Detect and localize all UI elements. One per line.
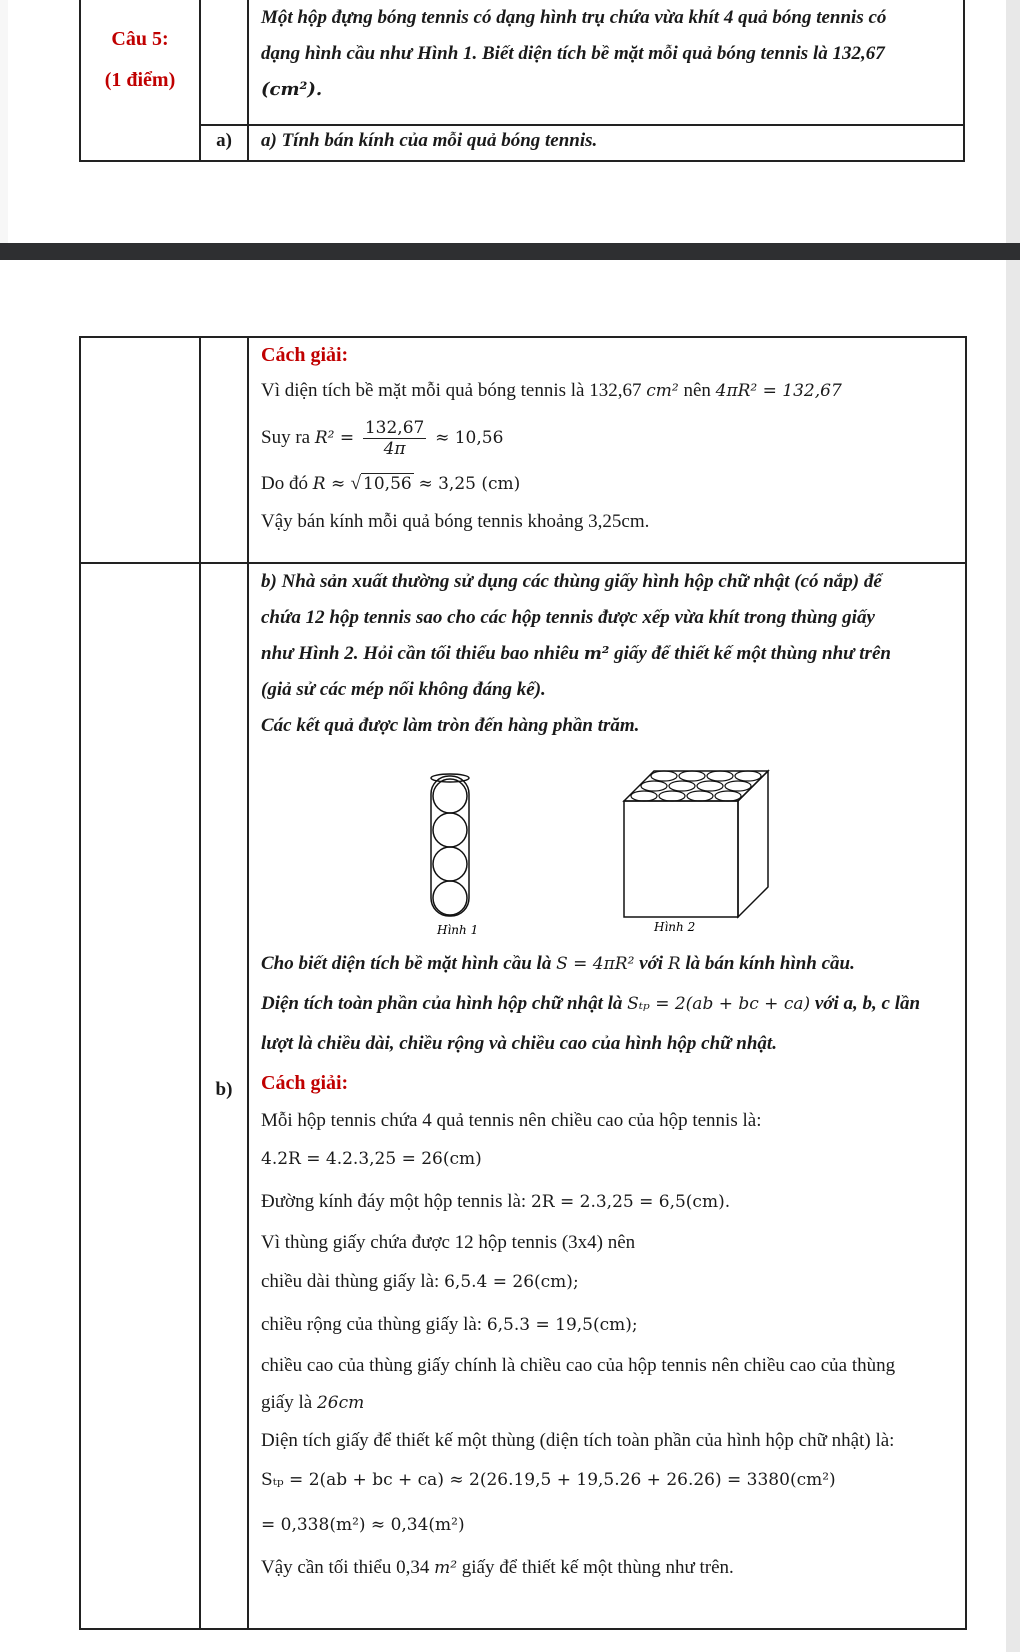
question-table: [79, 0, 965, 162]
hint-line3: lượt là chiều dài, chiều rộng và chiều cao của hình hộp chữ nhật.: [261, 1033, 777, 1054]
figures: [249, 744, 965, 944]
solution-table: [79, 336, 967, 1630]
question-number: Câu 5:: [111, 28, 169, 50]
hint-line1: Cho biết diện tích bề mặt hình cầu là S = 4πR² với R là bán kính hình cầu.: [261, 953, 855, 974]
solution-a-line4: Vậy bán kính mỗi quả bóng tennis khoảng 3,25cm.: [261, 511, 650, 532]
part-a-cell: [248, 125, 964, 161]
question-label-cell: [80, 0, 200, 161]
part-b-label: b): [200, 563, 248, 1629]
figure2-caption: Hình 2: [654, 920, 696, 934]
solution-b-line7: chiều cao của thùng giấy chính là chiều cao của hộp tennis nên chiều cao của thùng: [261, 1355, 896, 1376]
empty-cell: [200, 0, 248, 125]
figure1-caption: Hình 1: [437, 923, 479, 937]
part-a-text: a) Tính bán kính của mỗi quả bóng tennis.: [261, 130, 598, 151]
part-b-line4: (giả sử các mép nối không đáng kể).: [261, 679, 546, 700]
solution-b-line1: Mỗi hộp tennis chứa 4 quả tennis nên chiều cao của hộp tennis là:: [261, 1110, 762, 1131]
solution-b-line10: Sₜₚ = 2(ab + bc + ca) ≈ 2(26.19,5 + 19,5.26 + 26.26) = 3380(cm²): [261, 1470, 836, 1490]
solution-a-heading: Cách giải:: [261, 344, 349, 366]
solution-a-line1: Vì diện tích bề mặt mỗi quả bóng tennis là 132,67 cm² nên 4πR² = 132,67: [261, 380, 842, 401]
carton-box-figure: [624, 771, 768, 917]
question-stem-line1: Một hộp đựng bóng tennis có dạng hình trụ chứa vừa khít 4 quả bóng tennis có: [261, 7, 887, 28]
solution-a-line3: Do đó R ≈ √ 10,56 ≈ 3,25 (cm): [261, 473, 521, 494]
tube-tops: [631, 771, 761, 801]
solution-a-cell: [248, 337, 966, 563]
empty-cell: [80, 337, 200, 563]
solution-b-line8: giấy là 26cm: [261, 1392, 365, 1413]
solution-b-line11: = 0,338(m²) ≈ 0,34(m²): [261, 1515, 465, 1535]
hint-line2: Diện tích toàn phần của hình hộp chữ nhật là Sₜₚ = 2(ab + bc + ca) với a, b, c lần: [261, 993, 921, 1014]
solution-b-line6: chiều rộng của thùng giấy là: 6,5.3 = 19,5(cm);: [261, 1314, 638, 1335]
solution-b-line9: Diện tích giấy để thiết kế một thùng (diện tích toàn phần của hình hộp chữ nhật) là:: [261, 1430, 895, 1451]
solution-b-line5: chiều dài thùng giấy là: 6,5.4 = 26(cm);: [261, 1271, 579, 1292]
part-b-line5: Các kết quả được làm tròn đến hàng phần trăm.: [261, 715, 640, 736]
part-a-label: a): [200, 125, 248, 161]
solution-a-line2: Suy ra R² = $\frac{132,67}{4\pi}$ ≈ 10,56: [261, 418, 504, 459]
solution-b-line12: Vậy cần tối thiểu 0,34 m² giấy để thiết kế một thùng như trên.: [261, 1557, 734, 1578]
figure-illustrations: [249, 744, 965, 944]
empty-cell: [200, 337, 248, 563]
part-b-line1: b) Nhà sản xuất thường sử dụng các thùng giấy hình hộp chữ nhật (có nắp) để: [261, 571, 882, 592]
part-b-cell: [248, 563, 966, 1629]
question-points: (1 điểm): [104, 69, 176, 91]
tennis-tube-figure: [431, 774, 469, 916]
question-stem-line2: dạng hình cầu như Hình 1. Biết diện tích bề mặt mỗi quả bóng tennis là 132,67: [261, 43, 885, 64]
solution-b-line3: Đường kính đáy một hộp tennis là: 2R = 2.3,25 = 6,5(cm).: [261, 1191, 731, 1212]
page-edge: [0, 0, 8, 243]
solution-b-heading: Cách giải:: [261, 1072, 349, 1094]
part-b-line3: như Hình 2. Hỏi cần tối thiểu bao nhiêu m² giấy để thiết kế một thùng như trên: [261, 643, 891, 664]
empty-cell: [80, 563, 200, 1629]
question-stem-cell: [248, 0, 964, 125]
solution-b-line4: Vì thùng giấy chứa được 12 hộp tennis (3x4) nên: [261, 1232, 636, 1253]
page-divider: [0, 243, 1020, 260]
question-stem-unit: (cm²).: [261, 79, 323, 100]
part-b-line2: chứa 12 hộp tennis sao cho các hộp tennis được xếp vừa khít trong thùng giấy: [261, 607, 875, 628]
solution-b-line2: 4.2R = 4.2.3,25 = 26(cm): [261, 1149, 482, 1169]
